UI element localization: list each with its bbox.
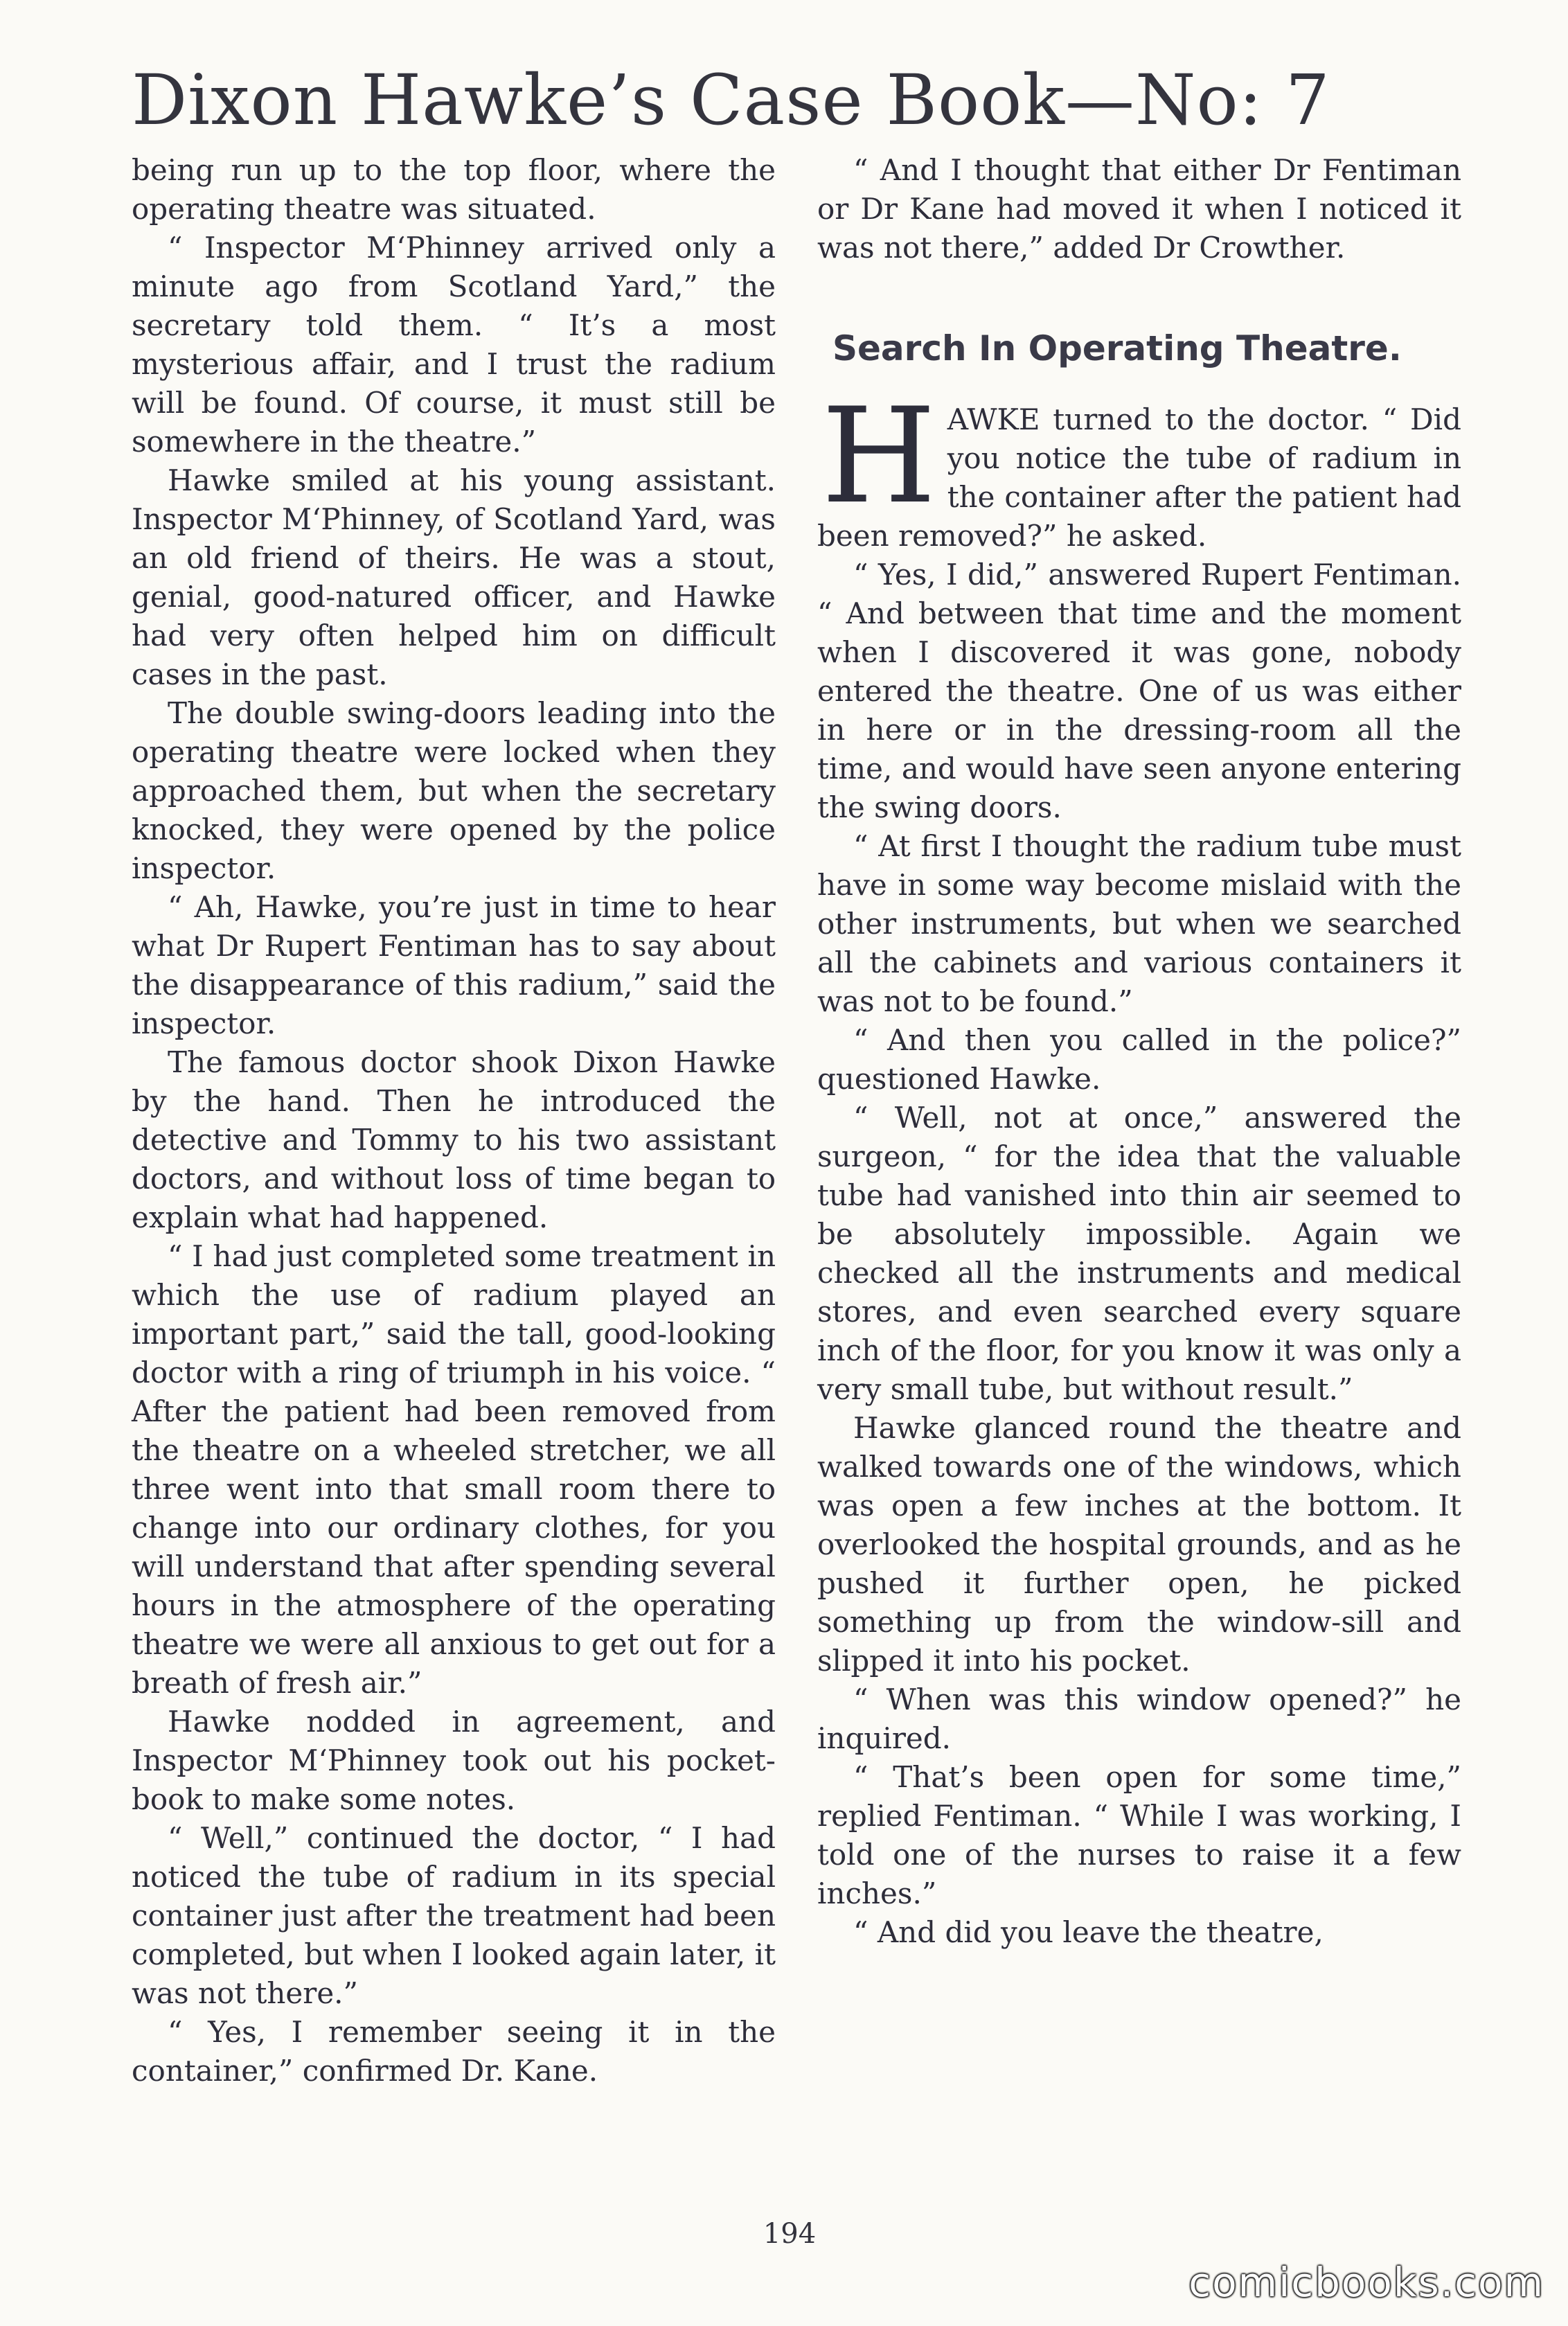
paragraph: “ Yes, I did,” answered Rupert Fentiman. “ And between that time and the moment when I discovered it was gone, nobody entered the theatre. One of us was either in here or in the dressing-room all the time, and would have seen anyone entering the swing doors. — [817, 558, 1461, 824]
paragraph: Hawke nodded in agreement, and Inspector M‘Phinney took out his pocket-book to make some notes. — [132, 1705, 776, 1816]
site-watermark: comicbooks.com — [1188, 2259, 1544, 2306]
paragraph: “ Well,” continued the doctor, “ I had noticed the tube of radium in its special container just after the treatment had been completed, but when I looked again later, it was not there.” — [132, 1821, 776, 2010]
paragraph: “ When was this window opened?” he inquired. — [817, 1683, 1461, 1755]
paragraph: “ Yes, I remember seeing it in the container,” confirmed Dr. Kane. — [132, 2015, 776, 2088]
paragraph: “ I had just completed some treatment in which the use of radium played an important part,” said the tall, good-looking doctor with a ring of triumph in his voice. “ After the patient had been removed from the theatre on a wheeled stretcher, we all three went into that small room there to change into our ordinary clothes, for you will understand that after spending several hours in the atmosphere of the operating theatre we were all anxious to get out for a breath of fresh air.” — [132, 1239, 776, 1700]
right-column-top — [817, 151, 1461, 267]
paragraph: “ And I thought that either Dr Fentiman or Dr Kane had moved it when I noticed it was not there,” added Dr Crowther. — [817, 153, 1461, 265]
paragraph: Hawke glanced round the theatre and walked towards one of the windows, which was open a few inches at the bottom. It overlooked the hospital grounds, and as he pushed it further open, he picked something up from the window-sill and slipped it into his pocket. — [817, 1411, 1461, 1678]
right-column-bottom — [817, 556, 1461, 1952]
paragraph: “ Ah, Hawke, you’re just in time to hear what Dr Rupert Fentiman has to say about the disappearance of this radium,” said the inspector. — [132, 890, 776, 1040]
paragraph: The famous doctor shook Dixon Hawke by the hand. Then he introduced the detective and Tommy to his two assistant doctors, and without loss of time began to explain what had happened. — [132, 1045, 776, 1234]
paragraph: “ At first I thought the radium tube must have in some way become mislaid with the other instruments, but when we searched all the cabinets and various containers it was not to be found.” — [817, 829, 1461, 1018]
section-heading: Search In Operating Theatre. — [832, 328, 1402, 369]
paragraph: The double swing-doors leading into the operating theatre were locked when they approached them, but when the secretary knocked, they were opened by the police inspector. — [132, 696, 776, 885]
paragraph: “ That’s been open for some time,” replied Fentiman. “ While I was working, I told one of the nurses to raise it a few inches.” — [817, 1760, 1461, 1910]
left-column — [132, 151, 776, 2090]
page-number: 194 — [763, 2218, 817, 2250]
paragraph: “ And then you called in the police?” questioned Hawke. — [817, 1023, 1461, 1096]
page-title: Dixon Hawke’s Case Book—No: 7 — [132, 60, 1330, 141]
paragraph: “ And did you leave the theatre, — [853, 1915, 1324, 1949]
drop-cap-paragraph-text: AWKE turned to the doctor. “ Did you notice the tube of radium in the container after the patient had been removed?” he asked. — [817, 402, 1461, 553]
paragraph: being run up to the top floor, where the operating theatre was situated. — [132, 153, 776, 226]
right-column — [817, 151, 1461, 1952]
drop-cap: H — [821, 380, 936, 533]
paragraph: “ Well, not at once,” answered the surgeon, “ for the idea that the valuable tube had vanished into thin air seemed to be absolutely impossible. Again we checked all the instruments and medical stores, and even searched every square inch of the floor, for you know it was only a very small tube, but without result.” — [817, 1101, 1461, 1406]
drop-cap-paragraph — [817, 380, 1461, 556]
paragraph: “ Inspector M‘Phinney arrived only a minute ago from Scotland Yard,” the secretary told them. “ It’s a most mysterious affair, and I trust the radium will be found. Of course, it must still be somewhere in the theatre.” — [132, 231, 776, 459]
paragraph: Hawke smiled at his young assistant. Inspector M‘Phinney, of Scotland Yard, was an old friend of theirs. He was a stout, genial, good-natured officer, and Hawke had very often helped him on difficult cases in the past. — [132, 463, 776, 691]
